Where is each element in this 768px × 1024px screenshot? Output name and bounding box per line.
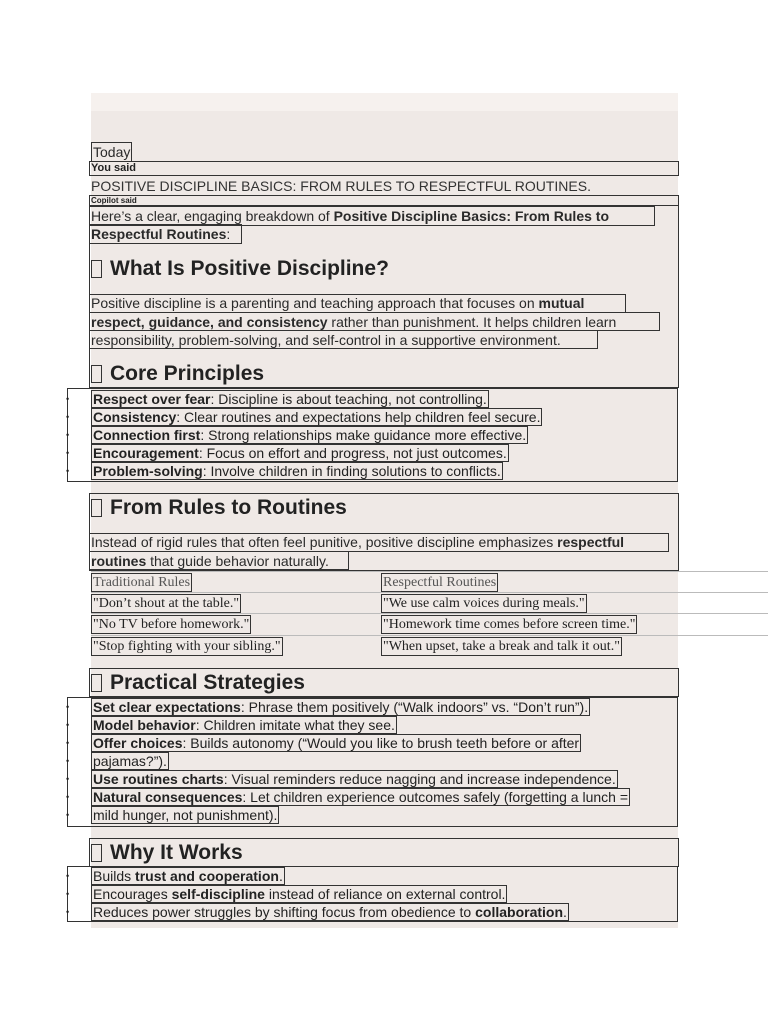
list-item-content xyxy=(91,867,285,885)
list-item-bold: Connection first xyxy=(93,427,201,443)
list-item-text: pajamas?”). xyxy=(93,753,167,769)
list-item-text: Encourages xyxy=(93,886,172,902)
list-item-continuation xyxy=(68,806,677,824)
rules-bold-1: respectful xyxy=(557,534,625,550)
you-said-label: You said xyxy=(89,161,679,176)
list-item xyxy=(68,426,677,444)
list-item xyxy=(68,390,677,408)
what-bold-2: respect, guidance, and consistency xyxy=(91,314,328,330)
list-item xyxy=(68,770,677,788)
list-item xyxy=(68,788,677,806)
table-header-traditional: Traditional Rules xyxy=(93,575,191,590)
list-item-text: : Clear routines and expectations help children feel secure. xyxy=(176,409,541,425)
list-item-content xyxy=(91,426,528,444)
section-title-what: What Is Positive Discipline? xyxy=(110,257,389,280)
rules-text-2: that guide behavior naturally. xyxy=(146,553,329,569)
list-item-text: : Children imitate what they see. xyxy=(195,717,395,733)
list-item-bold: Respect over fear xyxy=(93,391,211,407)
list-item-content xyxy=(91,698,590,716)
section-heading-practical xyxy=(91,670,305,696)
list-item-text: : Let children experience outcomes safely (forgetting a lunch = xyxy=(242,789,628,805)
section-title-rules: From Rules to Routines xyxy=(110,496,347,519)
intro-line-2-box xyxy=(89,224,242,244)
list-item-content xyxy=(91,408,542,426)
section-heading-rules xyxy=(91,495,347,521)
table-cell: "Homework time comes before screen time." xyxy=(383,617,636,632)
list-item-text: . xyxy=(278,868,283,884)
list-item-continuation xyxy=(68,752,677,770)
list-item-text: : Involve children in finding solutions to conflicts. xyxy=(202,463,501,479)
core-principles-list xyxy=(67,388,678,482)
list-item-bold: Encouragement xyxy=(93,445,199,461)
section-title-core: Core Principles xyxy=(110,362,265,385)
list-item-bold: Model behavior xyxy=(93,717,196,733)
what-text-2: rather than punishment. It helps children learn xyxy=(327,314,617,330)
list-item-bold: Problem-solving xyxy=(93,463,203,479)
list-item-content xyxy=(91,716,397,734)
list-item xyxy=(68,698,677,716)
list-item-bold: Use routines charts xyxy=(93,771,224,787)
list-item-bold: self-discipline xyxy=(171,886,265,902)
intro-bold-2: Respectful Routines xyxy=(91,226,227,242)
list-item-text: : Visual reminders reduce nagging and increase independence. xyxy=(223,771,616,787)
list-item-content xyxy=(91,390,489,408)
list-item-content xyxy=(91,903,569,921)
list-item-bold: Offer choices xyxy=(93,735,183,751)
list-item-content xyxy=(91,462,503,480)
list-item-bold: Consistency xyxy=(93,409,177,425)
table-cell: "No TV before homework." xyxy=(93,617,250,632)
section-title-practical: Practical Strategies xyxy=(110,671,305,694)
rules-line-2-box xyxy=(89,551,349,570)
table-row xyxy=(91,592,768,613)
top-band xyxy=(91,93,678,111)
what-line-1-box xyxy=(89,294,626,313)
rules-bold-2: routines xyxy=(91,553,147,569)
what-line-2-box xyxy=(89,312,660,331)
what-line-3: responsibility, problem-solving, and self-control in a supportive environment. xyxy=(91,332,561,348)
emoji-placeholder-icon xyxy=(91,844,102,862)
table-cell: "Stop fighting with your sibling." xyxy=(93,639,281,654)
what-text-1: Positive discipline is a parenting and teaching approach that focuses on xyxy=(91,295,539,311)
emoji-placeholder-icon xyxy=(91,499,102,517)
list-item-bold: collaboration xyxy=(475,904,564,920)
table-header-row xyxy=(91,571,768,592)
list-item xyxy=(68,716,677,734)
section-heading-why xyxy=(91,840,243,866)
list-item-content xyxy=(91,788,630,806)
list-item-text: Reduces power struggles by shifting focus from obedience to xyxy=(93,904,476,920)
list-item-text: : Strong relationships make guidance more effective. xyxy=(200,427,527,443)
intro-line-1-box xyxy=(89,206,655,226)
list-item-content xyxy=(91,770,618,788)
list-item-content xyxy=(91,734,581,752)
emoji-placeholder-icon xyxy=(91,674,102,692)
table-row xyxy=(91,613,768,634)
table-row xyxy=(91,635,768,656)
what-bold-1: mutual xyxy=(538,295,585,311)
list-item-text: . xyxy=(563,904,567,920)
list-item-content xyxy=(91,885,507,903)
list-item-text: mild hunger, not punishment). xyxy=(93,807,278,823)
list-item-bold: Set clear expectations xyxy=(93,699,241,715)
list-item-text: instead of reliance on external control. xyxy=(264,886,506,902)
rules-line-1-box xyxy=(89,533,669,552)
list-item xyxy=(68,885,677,903)
table-cell: "We use calm voices during meals." xyxy=(383,596,585,611)
user-message: POSITIVE DISCIPLINE BASICS: FROM RULES TO RESPECTFUL ROUTINES. xyxy=(91,178,591,194)
table-cell: "When upset, take a break and talk it out." xyxy=(383,639,620,654)
copilot-said-label: Copilot said xyxy=(89,195,679,206)
list-item xyxy=(68,867,677,885)
list-item-text: : Builds autonomy (“Would you like to brush teeth before or after xyxy=(182,735,580,751)
section-heading-core xyxy=(91,361,264,387)
list-item-text: : Discipline is about teaching, not controlling. xyxy=(210,391,487,407)
what-line-3-box xyxy=(89,330,598,349)
list-item-text: : Phrase them positively (“Walk indoors” vs. “Don’t run”). xyxy=(240,699,589,715)
why-list xyxy=(67,866,678,922)
rules-text-1: Instead of rigid rules that often feel punitive, positive discipline emphasizes xyxy=(91,534,558,550)
emoji-placeholder-icon xyxy=(91,260,102,278)
list-item xyxy=(68,462,677,480)
practical-strategies-list xyxy=(67,697,678,827)
list-item xyxy=(68,408,677,426)
section-heading-what xyxy=(91,256,389,282)
intro-end: : xyxy=(226,226,231,242)
list-item xyxy=(68,444,677,462)
list-item-bold: trust and cooperation xyxy=(135,868,279,884)
emoji-placeholder-icon xyxy=(91,365,102,383)
list-item xyxy=(68,734,677,752)
section-title-why: Why It Works xyxy=(110,841,243,864)
list-item-text: : Focus on effort and progress, not just outcomes. xyxy=(198,445,507,461)
today-label: Today xyxy=(93,144,131,160)
list-item-content xyxy=(91,444,509,462)
list-item-text: Builds xyxy=(93,868,136,884)
intro-bold-1: Positive Discipline Basics: From Rules to xyxy=(333,208,609,224)
list-item-bold: Natural consequences xyxy=(93,789,243,805)
intro-text: Here’s a clear, engaging breakdown of xyxy=(91,208,334,224)
list-item xyxy=(68,903,677,921)
table-header-respectful: Respectful Routines xyxy=(383,575,497,590)
table-cell: "Don’t shout at the table." xyxy=(93,596,240,611)
